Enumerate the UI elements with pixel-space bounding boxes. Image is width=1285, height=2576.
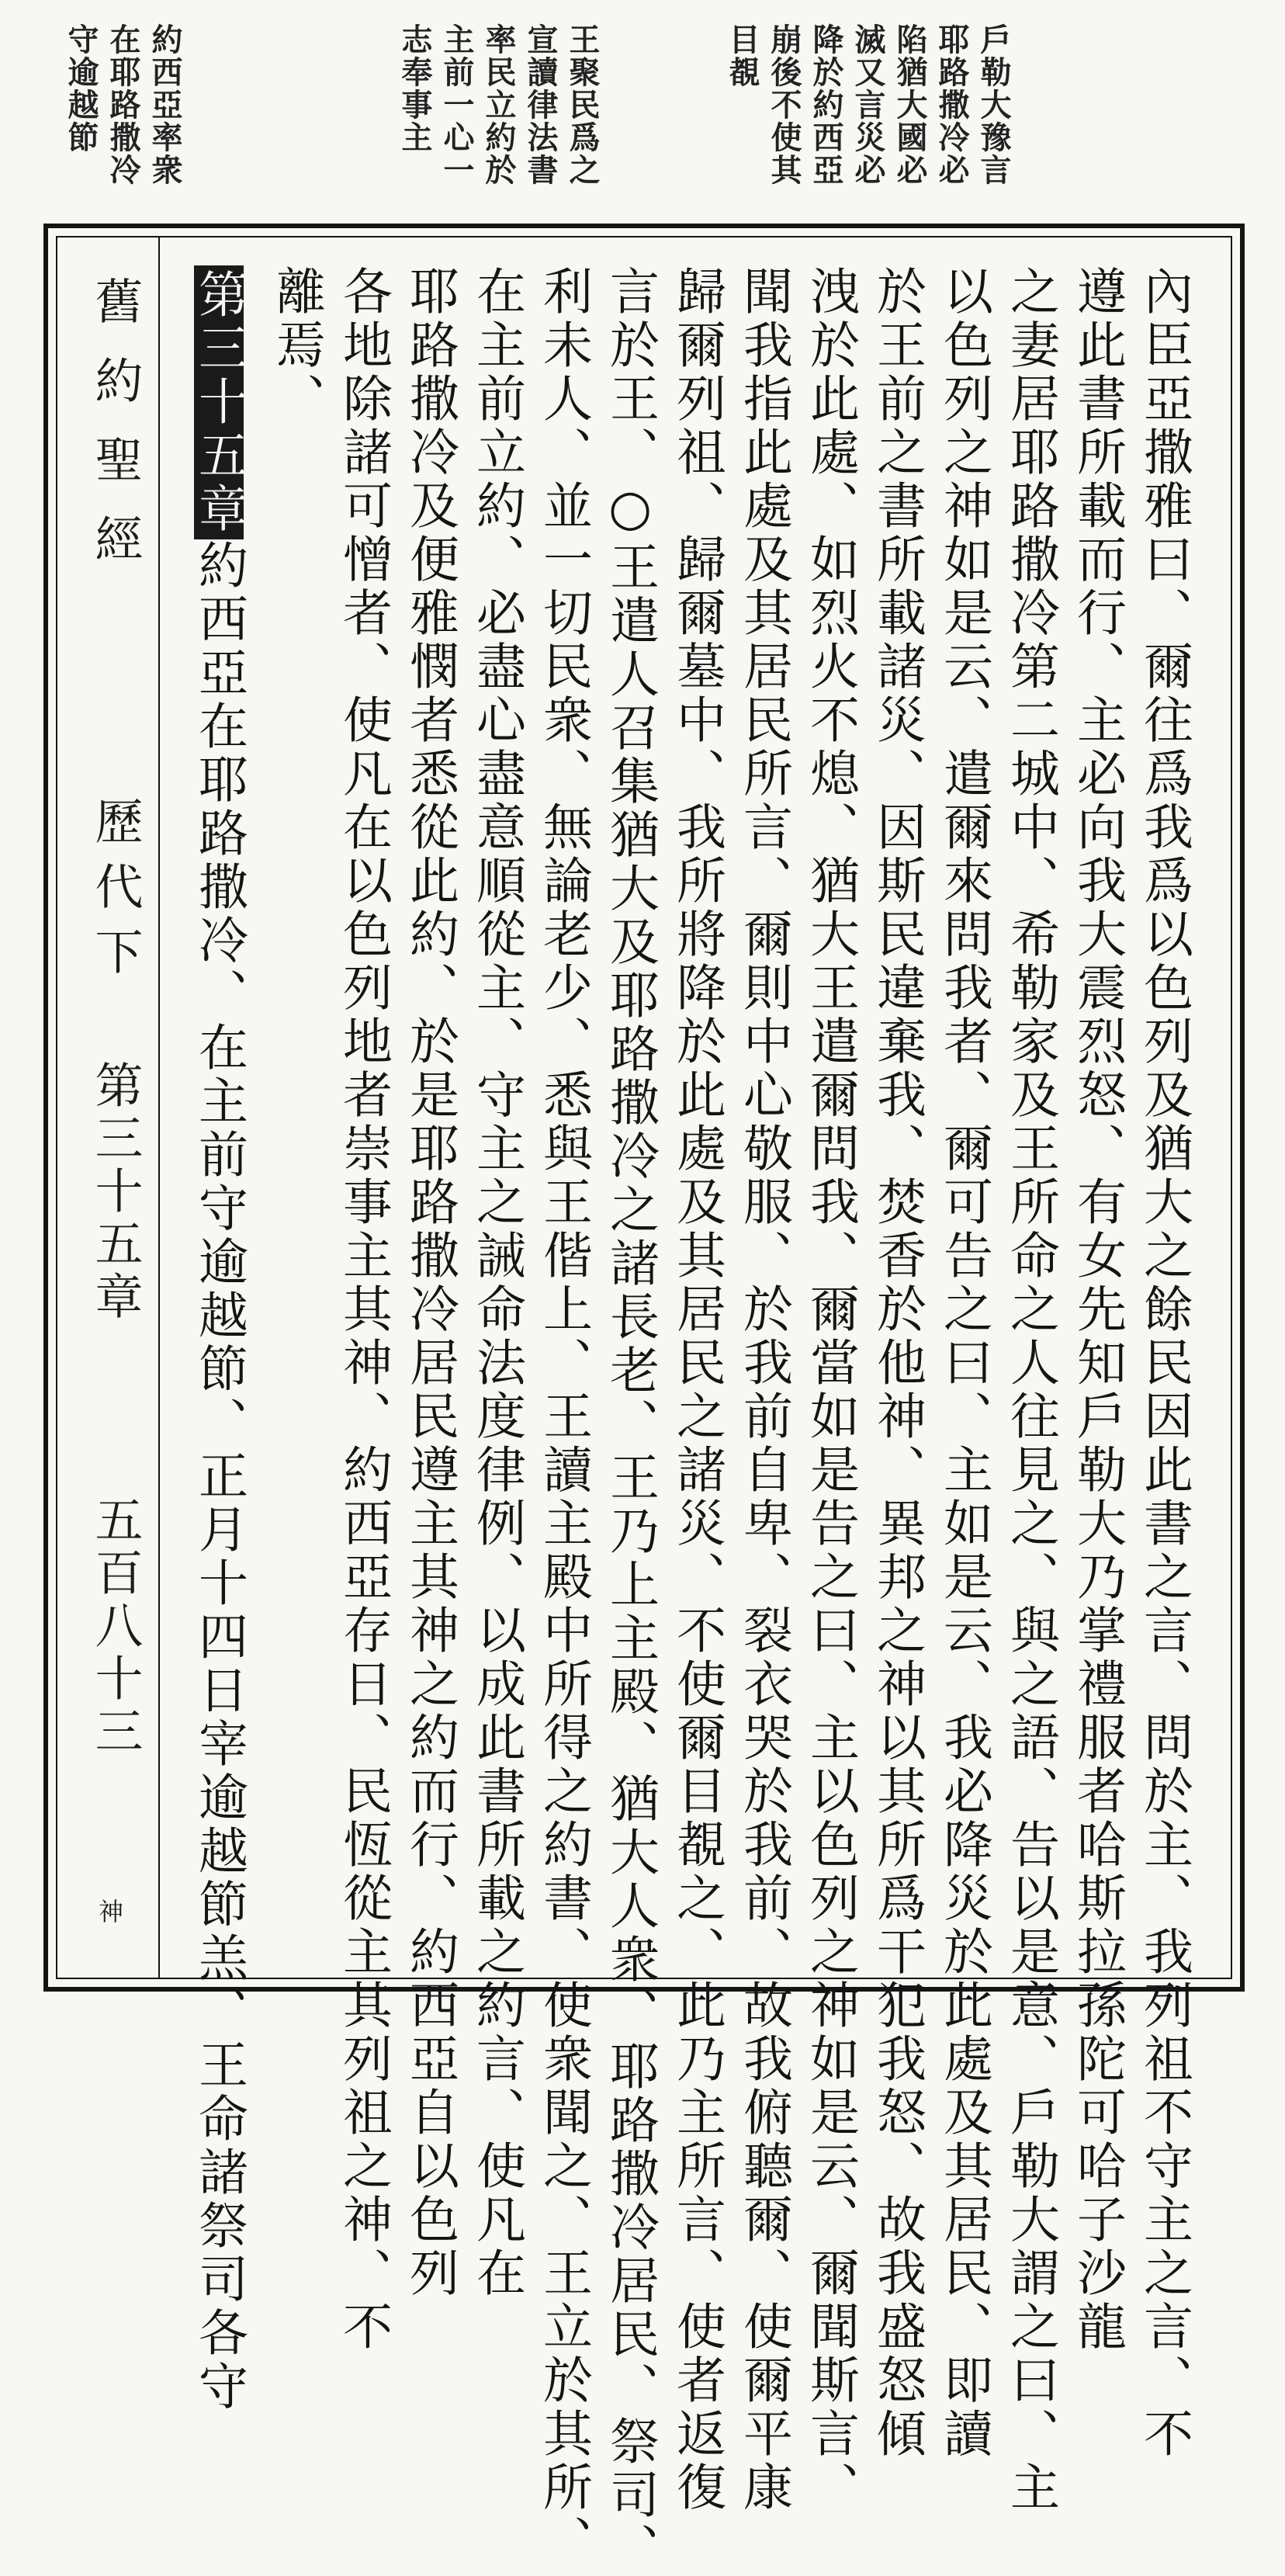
headnote-column: 主前一心一 [438, 23, 475, 186]
body-column: 歸爾列祖、歸爾墓中、我所將降於此處及其居民之諸災、不使爾目覩之、此乃主所言、使者返復 [668, 265, 726, 2515]
headnote-column: 王聚民爲之 [564, 23, 601, 186]
headnote-column: 率民立約於 [480, 23, 517, 186]
body-column: 內臣亞撒雅曰、爾往爲我爲以色列及猶大之餘民因此書之言、問於主、我列祖不守主之言、不 [1135, 265, 1193, 2461]
body-column: 言於王、○王遣人召集猶大及耶路撒冷之諸長老、王乃上主殿、猶大人衆、耶路撒冷居民、祭司、 [601, 265, 659, 2576]
body-column: 之妻居耶路撒冷第二城中、希勒家及王所命之人往見之、與之語、告以是意、戶勒大謂之曰、主 [1002, 265, 1059, 2515]
headnote-column: 宣讀律法書 [522, 23, 559, 186]
catchword: 神 [95, 1898, 124, 1923]
chapter-heading: 第三十五章 [194, 265, 244, 539]
book-title: 舊約聖經 [87, 276, 144, 593]
body-column: 各地除諸可憎者、使凡在以色列地者崇事主其神、約西亞存日、民恆從主其列祖之神、不 [334, 265, 392, 2354]
page-number: 五百八十三 [87, 1495, 144, 1759]
body-column: 在主前立約、必盡心盡意順從主、守主之誡命法度律例、以成此書所載之約言、使凡在 [468, 265, 525, 2300]
body-column: 洩於此處、如烈火不熄、猶大王遣爾問我、爾當如是告之曰、主以色列之神如是云、爾聞斯言、 [802, 265, 859, 2515]
chapter-opening-text: 約西亞在耶路撒冷、在主前守逾越節、正月十四日宰逾越節羔、王命諸祭司各守 [190, 539, 248, 2414]
headnote-column: 在耶路撒冷 [105, 23, 141, 186]
headnote-column: 約西亞率衆 [147, 23, 183, 186]
headnote-column: 陷猶大國必 [892, 23, 928, 186]
headnote-column: 滅又言災必 [850, 23, 886, 186]
page-frame [43, 224, 1245, 2576]
page-frame-inner [56, 236, 1232, 2576]
headnote-column: 崩後不使其 [766, 23, 802, 186]
body-column: 利未人、並一切民衆、無論老少、悉與王偕上、王讀主殿中所得之約書、使衆聞之、王立於其所、 [535, 265, 592, 2568]
body-column: 遵此書所載而行、主必向我大震烈怒、有女先知戶勒大乃掌禮服者哈斯拉孫陀可哈子沙龍 [1069, 265, 1126, 2354]
section-title: 歷代下 [87, 796, 144, 992]
body-column: 於王前之書所載諸災、因斯民違棄我、焚香於他神、異邦之神以其所爲干犯我怒、故我盛怒傾 [868, 265, 926, 2461]
headnote-column: 目覩 [724, 23, 760, 88]
chapter-label: 第三十五章 [87, 1060, 144, 1324]
headnote-column: 戶勒大豫言 [975, 23, 1012, 186]
headnote [47, 23, 1257, 217]
margin-strip [57, 237, 160, 1978]
body-column: 離焉、 [268, 265, 325, 426]
body-column: 聞我指此處及其居民所言、爾則中心敬服、於我前自卑、裂衣哭於我前、故我俯聽爾、使爾平康 [735, 265, 792, 2515]
headnote-column: 耶路撒冷必 [933, 23, 970, 186]
body-column: 耶路撒冷及便雅憫者悉從此約、於是耶路撒冷居民遵主其神之約而行、約西亞自以色列 [401, 265, 459, 2300]
headnote-column: 守逾越節 [63, 23, 99, 154]
body-column: 以色列之神如是云、遣爾來問我者、爾可告之曰、主如是云、我必降災於此處及其居民、即讀 [935, 265, 992, 2461]
headnote-column: 志奉事主 [397, 23, 433, 154]
chapter-opening-column [190, 265, 248, 2414]
headnote-column: 降於約西亞 [808, 23, 844, 186]
